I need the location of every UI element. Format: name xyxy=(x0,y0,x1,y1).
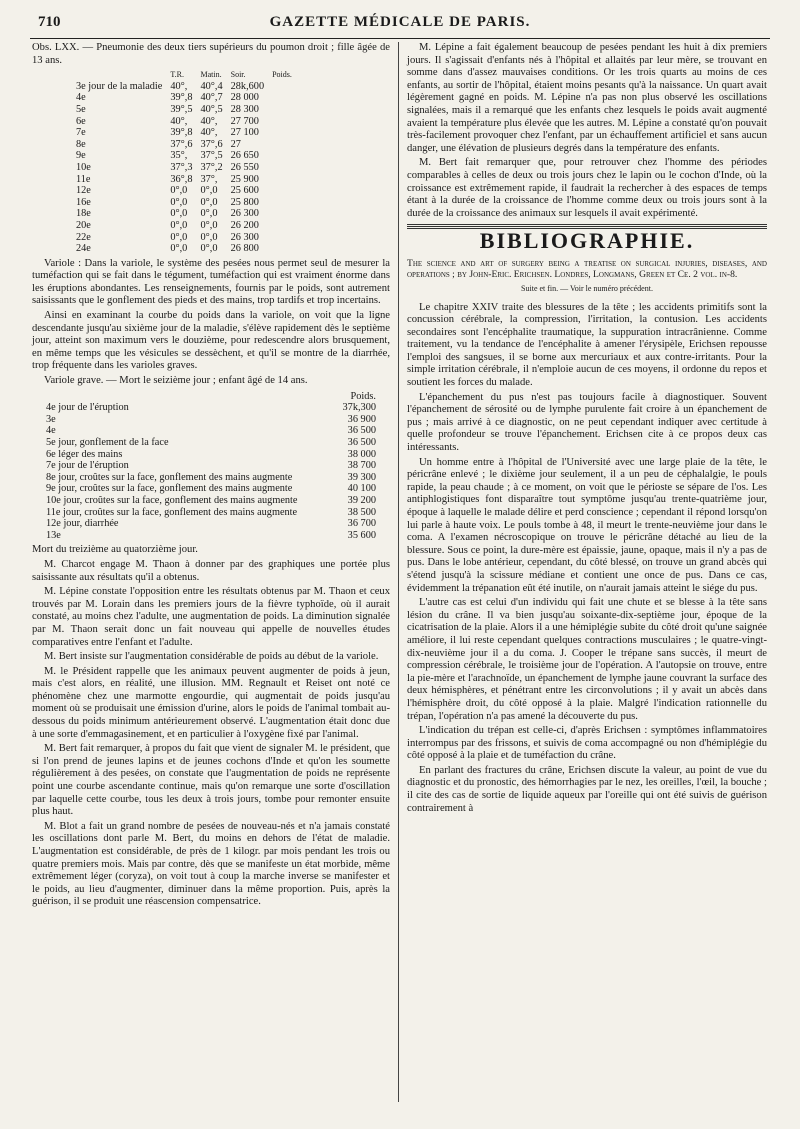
table-cell: 26 300 xyxy=(230,231,259,243)
table-cell: 39 300 xyxy=(347,471,376,483)
table-cell: 37°,3 xyxy=(170,161,193,173)
table-cell: 40°, xyxy=(170,115,188,127)
table-row xyxy=(72,243,296,255)
table-row xyxy=(72,185,296,197)
table-cell: 36°,8 xyxy=(170,173,193,185)
table-cell: 28 000 xyxy=(230,92,259,104)
table-cell: 0°,0 xyxy=(170,196,188,208)
table-cell: 37°,6 xyxy=(170,138,193,150)
table-row xyxy=(72,150,296,162)
page-header xyxy=(30,12,770,36)
journal-title: GAZETTE MÉDICALE DE PARIS. xyxy=(269,14,531,30)
table-cell: 28k,600 xyxy=(230,80,265,92)
col-header: Soir. xyxy=(230,70,246,80)
paragraph-mort: Mort du treizième au quatorzième jour. xyxy=(32,544,198,556)
table-cell: 0°,0 xyxy=(200,219,218,231)
table-cell: 4e xyxy=(46,425,56,437)
paragraph-lepine-2: M. Lépine a fait également beaucoup de pesées pendant les huit à dix premiers jours. Il s'agissait d'enfants nés à l'hôpital et allaités par leur mère, se trouvant en somme dans d'assez mauvaises conditions. Or les trois quarts au moins de ces enfants, au sortir de l'hôpital, étaient moins pesants qu'à la naissance. Un quart avait légèrement gagné en poids. M. Lépine n'a pas non plus observé les oscillations signalées, mais il a remarqué que les enfants chez lesquels le poids avait augmenté avaient la température plus élevée que les autres. M. Lépine a constaté qu'on pouvait très-facilement provoquer chez l'enfant, par un échauffement artificiel et sans aucun danger, une élévation de plusieurs degrés dans la température des enfants. xyxy=(407,42,767,154)
table-cell: 40°, xyxy=(170,80,188,92)
table-cell: 27 100 xyxy=(230,127,259,139)
table-cell: 16e xyxy=(76,196,91,208)
left-column xyxy=(32,42,390,911)
table-cell: 0°,0 xyxy=(170,243,188,255)
table-cell: 40°,4 xyxy=(200,80,223,92)
paragraph-bert: M. Bert insiste sur l'augmentation considérable de poids au début de la variole. xyxy=(44,651,379,663)
paragraph-president: M. le Président rappelle que les animaux peuvent augmenter de poids à jeun, mais c'est alors, en réalité, une illusion. MM. Regnault et Reiset ont noté ce phénomène chez une marmotte engourdie, qui augmentait de poids jusqu'au moment où se produisait une émission d'urine, alors le poids de l'animal tombait au-dessous du poids minimum antérieurement observé. L'augmentation était donc due à une sorte d'emmagasinement, et en particulier à l'oxygène fixé par l'animal. xyxy=(32,665,390,740)
paragraph-autre-cas: L'autre cas est celui d'un individu qui fait une chute et se blesse à la tête sans lésion du crâne. Il va bien jusqu'au soixante-dix-septième jour, époque de la cicatrisation de la plaie. Alors il a une hémiplégie subite du côté droit qu'une saignée améliore, il lui reste cependant quelques contractions musculaires ; le quatre-vingt-dix-neuvième jour il a du coma. J. Cooper le trépane sans succès, il meurt de compression cérébrale, le troisième jour de l'opération. A l'autopsie on trouve, entre la pie-mère et l'arachnoïde, un épanchement de lymphe jaune couvrant la surface des deux hémisphères, et pénétrant entre les circonvolutions ; il y avait un abcès dans l'hémisphère droit, du côté opposé à la plaie. Malgré l'indication rationnelle du trépan, l'opération n'a pas amené la découverte du pus. xyxy=(407,597,767,722)
table-cell: 40°, xyxy=(200,127,218,139)
table-cell: 40°, xyxy=(200,115,218,127)
table-cell: 37°,2 xyxy=(200,161,223,173)
table-cell: 36 500 xyxy=(347,437,376,448)
table-row xyxy=(72,139,296,151)
table-row xyxy=(46,449,376,461)
table-cell: 8e jour, croûtes sur la face, gonflement des mains augmente xyxy=(46,471,293,483)
table-cell: 9e jour, croûtes sur la face, gonflement des mains augmente xyxy=(46,483,293,495)
continuation-note: Suite et fin. — Voir le numéro précédent. xyxy=(521,283,653,293)
variole-table xyxy=(46,391,376,542)
table-row xyxy=(46,483,376,495)
table-cell: 5e xyxy=(76,103,86,115)
table-cell: 25 800 xyxy=(230,196,259,208)
table-cell: 40 100 xyxy=(347,483,376,495)
table-cell: 38 500 xyxy=(347,506,376,518)
table-cell: 39°,8 xyxy=(170,92,193,104)
table-cell: 7e xyxy=(76,127,86,139)
paragraph-variole-grave: Variole grave. — Mort le seizième jour ; enfant âgé de 14 ans. xyxy=(44,375,308,387)
table-cell: 39°,8 xyxy=(170,127,193,139)
table-cell: 37°,6 xyxy=(200,138,223,150)
paragraph-charcot: M. Charcot engage M. Thaon à donner par des graphiques une portée plus saisissante aux résultats qu'il a obtenus. xyxy=(32,558,390,583)
table-row xyxy=(72,127,296,139)
table-cell: 11e jour, croûtes sur la face, gonflement des mains augmente xyxy=(46,506,298,518)
book-reference: The science and art of surgery being a treatise on surgical injuries, diseases, and operations ; by John-Eric. Erichsen. Londres, Longmans, Green et Ce. 2 vol. in-8. xyxy=(407,257,767,281)
table-row xyxy=(46,402,376,414)
table-cell: 12e xyxy=(76,185,91,197)
table-cell: 35°, xyxy=(170,150,188,162)
table-cell: 38 700 xyxy=(347,460,376,472)
table-cell: 6e xyxy=(76,115,86,127)
table-row xyxy=(46,437,376,449)
table-cell: 22e xyxy=(76,231,91,243)
table-cell: 27 xyxy=(230,138,241,150)
table-cell: 11e xyxy=(76,173,91,185)
header-rule xyxy=(30,38,770,39)
paragraph-variole: Variole : Dans la variole, le système des pesées nous permet seul de mesurer la tuméfaction qui se fait dans le tégument, tuméfaction qui est vraiment énorme dans les éruptions abondantes. Les renseignements, fournis par le poids, sont autrement saisissants que le gonflement des pieds et des mains, trop tardifs et trop incertains. xyxy=(32,257,390,307)
paragraph-bert-2: M. Bert fait remarquer, à propos du fait que vient de signaler M. le président, que si l'on prend de jeunes lapins et de jeunes cochons d'Inde et qu'on les soumette régulièrement à des pesées, on constate que l'augmentation de poids ne représente point une courbe ascendante continue, mais qu'on remarque une sorte d'oscillation par laquelle cette courbe, tous les deux à trois jours, tombe pour remonter ensuite plus haut. xyxy=(32,743,390,818)
table-cell: 26 550 xyxy=(230,161,259,173)
table-cell: 4e jour de l'éruption xyxy=(46,402,129,414)
table-row xyxy=(72,174,296,186)
table-cell: 26 800 xyxy=(230,243,259,255)
table-cell: 35 600 xyxy=(347,529,376,541)
paragraph-ainsi: Ainsi en examinant la courbe du poids dans la variole, on voit que la ligne descendante jusqu'au sixième jour de la maladie, s'élève rapidement dès le septième jour, atteint son maximum vers le douzième, pour redescendre alors brusquement, en même temps que les vésicules se dessèchent, et qu'il se montre de la diarrhée, trop fréquente dans les varioles graves. xyxy=(32,310,390,372)
table-cell: 39°,5 xyxy=(170,103,193,115)
table-row xyxy=(46,518,376,530)
table-cell: 9e xyxy=(76,150,86,162)
table-cell: 26 300 xyxy=(230,208,259,220)
table-cell: 36 500 xyxy=(347,425,376,437)
table-row xyxy=(72,92,296,104)
table-cell: 0°,0 xyxy=(170,208,188,220)
table-cell: 25 900 xyxy=(230,173,259,185)
table-row xyxy=(72,116,296,128)
table-row xyxy=(72,220,296,232)
col-header: T.R. xyxy=(170,70,184,80)
paragraph-chapitre: Le chapitre XXIV traite des blessures de la tête ; les accidents primitifs sont la concussion cérébrale, la compression, l'irritation, la contusion. Les accidents secondaires sont l'encéphalite traumatique, la suppuration intracrânienne. Comme traitement, vu la tendance de l'encéphalite à amener l'érysipèle, Erichsen repousse l'emploi des sangsues, il se borne aux mercuriaux et aux contre-irritants. Pour la simple irritation cérébrale, il n'emploie aucun de ces moyens, il ordonne du repos et soutient les forces du malade. xyxy=(407,301,767,389)
table-row xyxy=(46,460,376,472)
table-cell: 26 200 xyxy=(230,219,259,231)
paragraph-epanchement: L'épanchement du pus n'est pas toujours facile à diagnostiquer. Souvent l'épanchement de sérosité ou de lymphe purulente fait croire à un épanchement de pus ; mais arrivé à ce diagnostic, on ne peut cependant indiquer avec certitude à quelle profondeur se trouve l'épanchement. Erichsen cite à ce propos deux cas intéressants. xyxy=(407,391,767,454)
paragraph-premier-cas: Un homme entre à l'hôpital de l'Université avec une large plaie de la tête, le péricrâne enlevé ; le dixième jour seulement, il a un peu de céphalalgie, le pouls rapide, la peau chaude ; à ce moment, on voit que le périoste se sépare de l'os. Les antiphlogistiques font disparaître tout symptôme jusqu'au trente-quatrième jour, époque à laquelle le malade délire et perd conscience ; cependant il répond lorsqu'on lui parle à haute voix. Le pouls tombe à 48, il meurt le trente-neuvième jour dans le coma. A l'examen nécroscopique on trouve le péricrâne détaché au lieu de la blessure. Sous ce point, la dure-mère est épaissie, jaune, opaque, mais il n'y a pas de pus. Dans le lobe antérieur, cependant, du côté blessé, on trouve un grand abcès qui s'étend jusqu'à la scissure médiane et contient une once de pus. Dans ce cas, évidemment la trépanation eût été inutile, on n'aurait jamais atteint le siége du pus. xyxy=(407,456,767,594)
bibliography-title: BIBLIOGRAPHIE. xyxy=(479,228,695,254)
table-cell: 38 000 xyxy=(347,448,376,460)
observation-heading: Obs. LXX. — Pneumonie des deux tiers supérieurs du poumon droit ; fille âgée de 13 ans. xyxy=(32,42,390,66)
table-row xyxy=(72,197,296,209)
table-row xyxy=(46,495,376,507)
table-cell: 10e xyxy=(76,161,91,173)
table-row xyxy=(46,507,376,519)
table-cell: 0°,0 xyxy=(200,231,218,243)
right-column xyxy=(407,42,767,817)
table-cell: 0°,0 xyxy=(170,231,188,243)
col-header: Poids. xyxy=(272,70,292,80)
poids-header: Poids. xyxy=(350,390,376,402)
table-cell: 8e xyxy=(76,138,86,150)
table-cell: 0°,0 xyxy=(170,219,188,231)
table-cell: 13e xyxy=(46,529,61,541)
table-row xyxy=(72,81,296,93)
table-cell: 5e jour, gonflement de la face xyxy=(46,437,169,448)
page-number: 710 xyxy=(38,14,61,30)
table-row xyxy=(46,425,376,437)
col-header: Matin. xyxy=(200,70,222,80)
table-cell: 0°,0 xyxy=(170,185,188,197)
table-row xyxy=(46,530,376,542)
table-cell: 36 900 xyxy=(347,413,376,425)
table-cell: 26 650 xyxy=(230,150,259,162)
table-cell: 12e jour, diarrhée xyxy=(46,518,119,530)
table-cell: 37°,5 xyxy=(200,150,223,162)
table-cell: 0°,0 xyxy=(200,196,218,208)
paragraph-bert-3: M. Bert fait remarquer que, pour retrouver chez l'homme des périodes comparables à celles de deux ou trois jours chez le lapin ou le cochon d'Inde, où la croissance est extrêmement rapide, il faudrait la rechercher à des espaces de temps étant à la durée de la croissance de l'homme comme deux ou trois jours sont à la durée de la croissance des animaux sur lesquels il avait expérimenté. xyxy=(407,157,767,219)
table-cell: 27 700 xyxy=(230,115,259,127)
table-cell: 20e xyxy=(76,219,91,231)
table-row xyxy=(72,208,296,220)
table-cell: 3e jour de la maladie xyxy=(76,80,163,92)
table-cell: 0°,0 xyxy=(200,185,218,197)
table-cell: 10e jour, croûtes sur la face, gonflement des mains augmente xyxy=(46,494,298,506)
table-cell: 4e xyxy=(76,92,86,104)
table-cell: 40°,7 xyxy=(200,92,223,104)
table-cell: 36 700 xyxy=(347,518,376,530)
table-cell: 28 300 xyxy=(230,103,259,115)
table-cell: 40°,5 xyxy=(200,103,223,115)
table-row xyxy=(72,104,296,116)
table-cell: 6e léger des mains xyxy=(46,448,123,460)
paragraph-lepine: M. Lépine constate l'opposition entre les résultats obtenus par M. Thaon et ceux trouvés par M. Lorain dans les premiers jours de la fièvre typhoïde, où il aurait constaté, au moins chez l'adulte, une augmentation de poids. La diminution signalée par M. Thaon serait donc un fait nouveau qui appelle de nouvelles études comparatives entre l'enfant et l'adulte. xyxy=(32,586,390,648)
pneumonia-table xyxy=(72,69,296,255)
table-cell: 18e xyxy=(76,208,91,220)
table-cell: 7e jour de l'éruption xyxy=(46,460,129,472)
paragraph-indication: L'indication du trépan est celle-ci, d'après Erichsen : symptômes inflammatoires interrompus par des frissons, et suivis de coma accompagné ou non d'hémiplégie du côté opposé à la plaie et de tuméfaction du crâne. xyxy=(407,725,767,762)
table-cell: 37k,300 xyxy=(342,402,376,414)
table-cell: 0°,0 xyxy=(200,243,218,255)
table-row xyxy=(46,414,376,426)
section-rule xyxy=(407,224,767,225)
column-divider xyxy=(398,42,399,1102)
table-row xyxy=(72,232,296,244)
table-row xyxy=(46,472,376,484)
paragraph-fractures: En parlant des fractures du crâne, Erichsen discute la valeur, au point de vue du diagnostic et du pronostic, des hémorrhagies par le nez, les oreilles, l'œil, la bouche ; il cite des cas de sortie de liquide aqueux par l'oreille qui ont été suivis de guérison contrairement à xyxy=(407,764,767,814)
table-row xyxy=(72,162,296,174)
table-cell: 3e xyxy=(46,413,56,425)
table-cell: 25 600 xyxy=(230,185,259,197)
table-cell: 24e xyxy=(76,243,91,255)
table-cell: 39 200 xyxy=(347,494,376,506)
table-cell: 0°,0 xyxy=(200,208,218,220)
paragraph-blot: M. Blot a fait un grand nombre de pesées de nouveau-nés et n'a jamais constaté les oscillations dont parle M. Bert, du moins en dehors de l'état de maladie. L'augmentation est considérable, de près de 1 kilogr. par mois pendant les trois ou quatre premiers mois. Mais par contre, dès que se manifeste un état morbide, même extrêmement léger (coryza), on voit tout à coup la marche inverse se manifester et le poids, au lieu d'augmenter, diminuer dans la même proportion. Puis, après la guérison, il se produit une réascension compensatrice. xyxy=(32,820,390,908)
table-cell: 37°, xyxy=(200,173,218,185)
